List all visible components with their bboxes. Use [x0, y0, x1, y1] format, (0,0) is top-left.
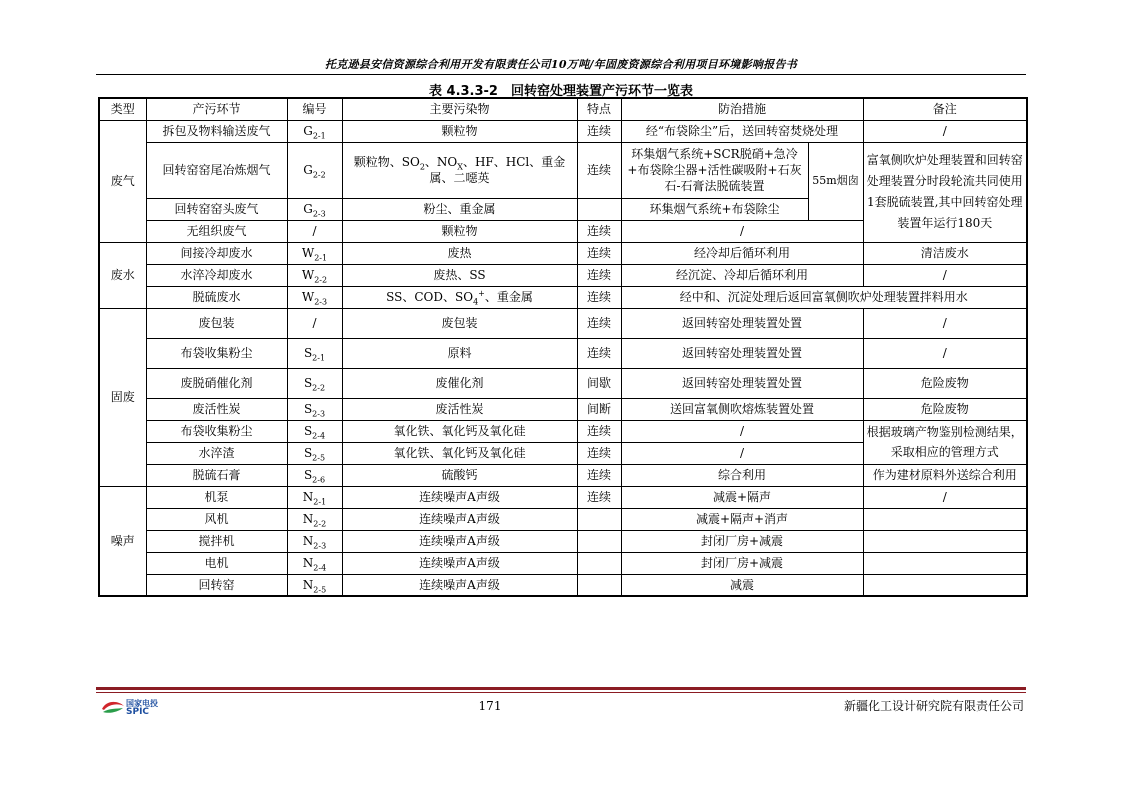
spic-logo-icon: [100, 698, 126, 716]
pollutant-cell: 连续噪声A声级: [342, 486, 577, 508]
pollutant-cell: 原料: [342, 338, 577, 368]
remark-cell: 作为建材原料外送综合利用: [863, 464, 1027, 486]
table-row: [99, 120, 1027, 142]
pollutant-cell: 连续噪声A声级: [342, 552, 577, 574]
remark-cell: 富氧侧吹炉处理装置和回转窑处理装置分时段轮流共同使用1套脱硫装置,其中回转窑处理装置年运行180天: [863, 142, 1027, 242]
table-row: [99, 486, 1027, 508]
stage-cell: 无组织废气: [146, 220, 287, 242]
stage-cell: 废脱硝催化剂: [146, 368, 287, 398]
code-cell: $N_{2-2}$: [287, 508, 342, 530]
pollutant-cell: 废活性炭: [342, 398, 577, 420]
stage-cell: 回转窑: [146, 574, 287, 596]
feature-cell: 连续: [577, 442, 621, 464]
pollutant-cell: 颗粒物: [342, 120, 577, 142]
stage-cell: 脱硫废水: [146, 286, 287, 308]
measure-cell: 综合利用: [621, 464, 863, 486]
stage-cell: 废活性炭: [146, 398, 287, 420]
remark-cell: /: [863, 264, 1027, 286]
measure-cell: 送回富氧侧吹熔炼装置处置: [621, 398, 863, 420]
code-cell: $W_{2-1}$: [287, 242, 342, 264]
feature-cell: [577, 508, 621, 530]
measure-cell: 返回转窑处理装置处置: [621, 308, 863, 338]
measure-cell: 环集烟气系统+SCR脱硝+急冷+布袋除尘器+活性碳吸附+石灰石-石膏法脱硫装置: [621, 142, 808, 198]
feature-cell: [577, 552, 621, 574]
pollutant-cell: 颗粒物: [342, 220, 577, 242]
code-cell: $N_{2-3}$: [287, 530, 342, 552]
table-row: [99, 308, 1027, 338]
stage-cell: 机泵: [146, 486, 287, 508]
feature-cell: 连续: [577, 264, 621, 286]
stage-cell: 间接冷却废水: [146, 242, 287, 264]
table-row: [99, 530, 1027, 552]
category-water: 废水: [99, 242, 146, 308]
remark-cell: 根据玻璃产物鉴别检测结果，采取相应的管理方式: [863, 420, 1027, 464]
code-cell: $G_{2-1}$: [287, 120, 342, 142]
feature-cell: 连续: [577, 220, 621, 242]
feature-cell: 连续: [577, 308, 621, 338]
table-row: [99, 142, 1027, 198]
stage-cell: 水淬冷却废水: [146, 264, 287, 286]
feature-cell: 间歇: [577, 368, 621, 398]
footer-company: 新疆化工设计研究院有限责任公司: [843, 699, 1024, 713]
feature-cell: 连续: [577, 486, 621, 508]
table-row: [99, 368, 1027, 398]
pollutant-cell: 废催化剂: [342, 368, 577, 398]
pollutant-cell: 连续噪声A声级: [342, 508, 577, 530]
page-number: 171: [478, 699, 502, 713]
table-row: [99, 338, 1027, 368]
measure-cell: 经冷却后循环利用: [621, 242, 863, 264]
code-cell: $S_{2-6}$: [287, 464, 342, 486]
measure-cell: 环集烟气系统+布袋除尘: [621, 198, 808, 220]
code-cell: $G_{2-3}$: [287, 198, 342, 220]
remark-cell: /: [863, 120, 1027, 142]
feature-cell: 连续: [577, 242, 621, 264]
feature-cell: [577, 530, 621, 552]
pollutant-cell: 连续噪声A声级: [342, 530, 577, 552]
table-row: [99, 264, 1027, 286]
footer-rule-thin: [96, 692, 1026, 693]
col-header-measures: 防治措施: [621, 98, 863, 120]
stage-cell: 回转窑窑头废气: [146, 198, 287, 220]
feature-cell: [577, 198, 621, 220]
remark-cell: [863, 552, 1027, 574]
feature-cell: 连续: [577, 142, 621, 198]
spic-logo: [100, 698, 180, 718]
feature-cell: 连续: [577, 338, 621, 368]
pollution-stage-table: [98, 97, 1028, 597]
code-cell: $S_{2-3}$: [287, 398, 342, 420]
pollutant-cell: 废包装: [342, 308, 577, 338]
report-header-title: 托克逊县安信资源综合利用开发有限责任公司10万吨/年固废资源综合利用项目环境影响报告书: [324, 58, 798, 71]
measure-cell: 返回转窑处理装置处置: [621, 368, 863, 398]
col-header-feature: 特点: [577, 98, 621, 120]
code-cell: $N_{2-5}$: [287, 574, 342, 596]
remark-cell: /: [863, 308, 1027, 338]
header-divider: [96, 74, 1026, 75]
stage-cell: 布袋收集粉尘: [146, 338, 287, 368]
col-header-remark: 备注: [863, 98, 1027, 120]
col-header-pollutants: 主要污染物: [342, 98, 577, 120]
stage-cell: 布袋收集粉尘: [146, 420, 287, 442]
code-cell: $S_{2-5}$: [287, 442, 342, 464]
table-row: [99, 574, 1027, 596]
stage-cell: 搅拌机: [146, 530, 287, 552]
measure-cell: /: [621, 220, 863, 242]
code-cell: $S_{2-2}$: [287, 368, 342, 398]
remark-cell: /: [863, 486, 1027, 508]
stage-cell: 拆包及物料输送废气: [146, 120, 287, 142]
measure-cell: /: [621, 442, 863, 464]
code-cell: $W_{2-3}$: [287, 286, 342, 308]
feature-cell: 连续: [577, 120, 621, 142]
pollutant-cell: 粉尘、重金属: [342, 198, 577, 220]
code-cell: $N_{2-4}$: [287, 552, 342, 574]
measure-cell: 经“布袋除尘”后，送回转窑焚烧处理: [621, 120, 863, 142]
code-cell: $N_{2-1}$: [287, 486, 342, 508]
measure-cell: 经中和、沉淀处理后返回富氧侧吹炉处理装置拌料用水: [621, 286, 1027, 308]
remark-cell: [863, 508, 1027, 530]
pollutant-cell: 废热: [342, 242, 577, 264]
pollutant-cell: 氧化铁、氧化钙及氧化硅: [342, 420, 577, 442]
logo-text-cn: 国家电投: [126, 699, 158, 708]
footer-rule-thick: [96, 687, 1026, 690]
stage-cell: 风机: [146, 508, 287, 530]
stack-cell: 55m烟囱: [808, 142, 863, 220]
logo-text-en: SPIC: [126, 707, 150, 717]
remark-cell: [863, 574, 1027, 596]
code-cell: $G_{2-2}$: [287, 142, 342, 198]
feature-cell: 连续: [577, 464, 621, 486]
measure-cell: /: [621, 420, 863, 442]
remark-cell: 清洁废水: [863, 242, 1027, 264]
table-row: [99, 420, 1027, 442]
measure-cell: 经沉淀、冷却后循环利用: [621, 264, 863, 286]
pollutant-cell: 氧化铁、氧化钙及氧化硅: [342, 442, 577, 464]
feature-cell: 间断: [577, 398, 621, 420]
stage-cell: 回转窑窑尾冶炼烟气: [146, 142, 287, 198]
remark-cell: /: [863, 338, 1027, 368]
measure-cell: 封闭厂房+减震: [621, 530, 863, 552]
measure-cell: 返回转窑处理装置处置: [621, 338, 863, 368]
col-header-stage: 产污环节: [146, 98, 287, 120]
measure-cell: 减震+隔声: [621, 486, 863, 508]
measure-cell: 减震+隔声+消声: [621, 508, 863, 530]
table-row: [99, 242, 1027, 264]
table-row: [99, 508, 1027, 530]
stage-cell: 电机: [146, 552, 287, 574]
feature-cell: 连续: [577, 286, 621, 308]
table-row: [99, 464, 1027, 486]
col-header-code: 编号: [287, 98, 342, 120]
feature-cell: 连续: [577, 420, 621, 442]
category-solid: 固废: [99, 308, 146, 486]
remark-cell: 危险废物: [863, 368, 1027, 398]
code-cell: $W_{2-2}$: [287, 264, 342, 286]
stage-cell: 水淬渣: [146, 442, 287, 464]
stage-cell: 脱硫石膏: [146, 464, 287, 486]
code-cell: $S_{2-4}$: [287, 420, 342, 442]
remark-cell: [863, 530, 1027, 552]
pollutant-cell: 硫酸钙: [342, 464, 577, 486]
table-row: [99, 552, 1027, 574]
pollutant-cell: SS、COD、$SO_4^+$、重金属: [342, 286, 577, 308]
pollutant-cell: 颗粒物、$SO_2$、$NO_X$、HF、HCl、重金属、二噁英: [342, 142, 577, 198]
code-cell: /: [287, 308, 342, 338]
measure-cell: 减震: [621, 574, 863, 596]
col-header-type: 类型: [99, 98, 146, 120]
table-row: [99, 286, 1027, 308]
table-caption: 表 4.3.3-2 回转窑处理装置产污环节一览表: [429, 84, 693, 99]
pollutant-cell: 废热、SS: [342, 264, 577, 286]
code-cell: $S_{2-1}$: [287, 338, 342, 368]
feature-cell: [577, 574, 621, 596]
remark-cell: 危险废物: [863, 398, 1027, 420]
table-row: [99, 398, 1027, 420]
pollutant-cell: 连续噪声A声级: [342, 574, 577, 596]
code-cell: /: [287, 220, 342, 242]
table-header-row: [99, 98, 1027, 120]
category-gas: 废气: [99, 120, 146, 242]
measure-cell: 封闭厂房+减震: [621, 552, 863, 574]
stage-cell: 废包装: [146, 308, 287, 338]
category-noise: 噪声: [99, 486, 146, 596]
